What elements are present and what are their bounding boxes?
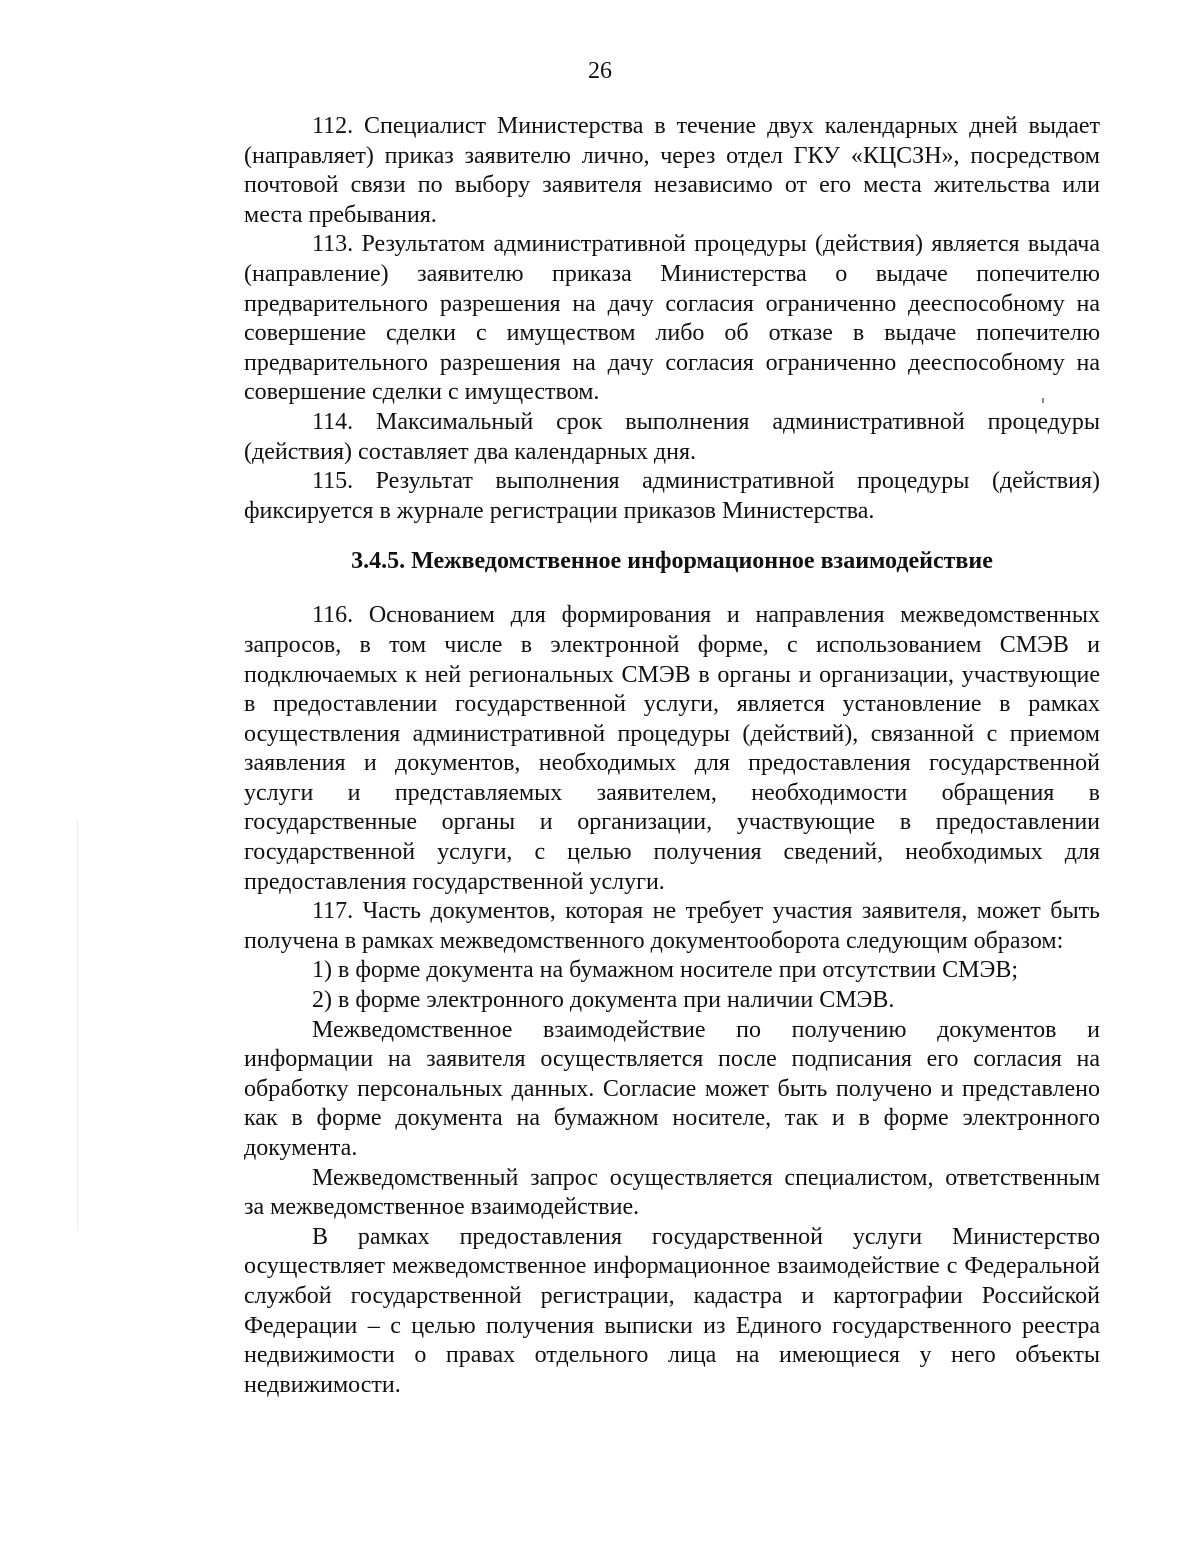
paragraph-request: Межведомственный запрос осуществляется специалистом, ответственным за межведомственное взаимодействие. (244, 1164, 1100, 1221)
paragraph-113: 113. Результатом административной процедуры (действия) является выдача (направление) заявителю приказа Министерства о выдаче попечителю предварительного разрешения на дачу согласия ограниченно дееспособному на совершение сделки с имуществом либо об отказе в выдаче попечителю предварительного разрешения на дачу согласия ограниченно дееспособному на совершение сделки с имуществом. (244, 231, 1100, 406)
list-item-2: 2) в форме электронного документа при наличии СМЭВ. (312, 987, 895, 1014)
page-number: 26 (588, 58, 612, 84)
paragraph-rosreestr: В рамках предоставления государственной услуги Министерство осуществляет межведомственное информационное взаимодействие с Федеральной службой государственной регистрации, кадастра и картографии Российской Федерации – с целью получения выписки из Единого государственного реестра недвижимости о правах отдельного лица на имеющиеся у него объекты недвижимости. (244, 1223, 1100, 1398)
paragraph-112: 112. Специалист Министерства в течение двух календарных дней выдает (направляет) приказ заявителю лично, через отдел ГКУ «КЦСЗН», посредством почтовой связи по выбору заявителя независимо от его места жительства или места пребывания. (244, 113, 1100, 228)
section-heading: 3.4.5. Межведомственное информационное взаимодействие (351, 548, 993, 575)
paragraph-consent: Межведомственное взаимодействие по получению документов и информации на заявителя осуществляется после подписания его согласия на обработку персональных данных. Согласие может быть получено и представлено как в форме документа на бумажном носителе, так и в форме электронного документа. (244, 1016, 1100, 1161)
paragraph-114: 114. Максимальный срок выполнения административной процедуры (действия) составляет два календарных дня. (244, 408, 1100, 465)
paragraph-115: 115. Результат выполнения административной процедуры (действия) фиксируется в журнале регистрации приказов Министерства. (244, 468, 1100, 524)
paragraph-117: 117. Часть документов, которая не требует участия заявителя, может быть получена в рамках межведомственного документооборота следующим образом: (244, 898, 1100, 954)
document-body (244, 112, 1100, 1400)
list-item-1: 1) в форме документа на бумажном носителе при отсутствии СМЭВ; (312, 957, 1018, 984)
paragraph-116: 116. Основанием для формирования и направления межведомственных запросов, в том числе в электронной форме, с использованием СМЭВ и подключаемых к ней региональных СМЭВ в органы и организации, участвующие в предоставлении государственной услуги, является установление в рамках осуществления административной процедуры (действий), связанной с приемом заявления и документов, необходимых для предоставления государственной услуги и представляемых заявителем, необходимости обращения в государственные органы и организации, участвующие в предоставлении государственной услуги, с целью получения сведений, необходимых для предоставления государственной услуги. (244, 602, 1100, 895)
scan-speck (1042, 398, 1044, 403)
scan-artifact-line (77, 820, 78, 1230)
